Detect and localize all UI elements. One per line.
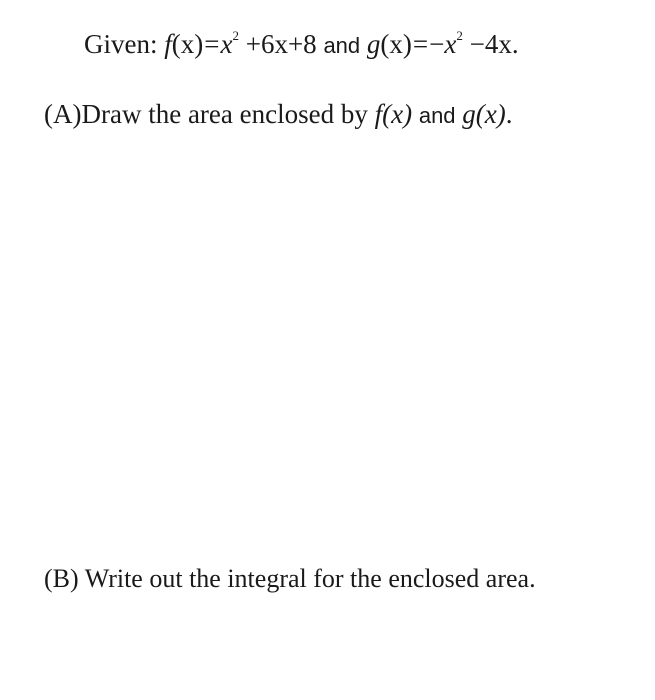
g-minus-sign: − [429,29,445,59]
part-a-f-reference: f(x) [374,99,413,129]
part-a-label: (A) [44,99,82,129]
part-a-g-reference: g(x) [462,99,506,129]
g-term-exponent: 2 [456,28,463,43]
f-equals: = [204,29,220,59]
g-name: g [366,29,381,59]
given-label: Given: [84,29,158,59]
part-a-connector: and [418,103,456,128]
part-a-text: Draw the area enclosed by [81,99,368,129]
g-remaining-terms: −4x [469,29,512,59]
given-period: . [511,29,519,59]
part-a-period: . [505,99,513,129]
part-b-label: (B) [44,564,79,593]
part-b-text: Write out the integral for the enclosed area. [84,564,536,593]
g-equals: = [412,29,429,59]
g-term-base: x [444,29,457,59]
f-term-base: x [220,29,233,59]
f-name: f [164,29,172,59]
given-connector: and [323,33,361,58]
g-argument: (x) [380,29,412,59]
f-term-exponent: 2 [232,28,239,43]
given-statement [84,28,519,62]
g-definition [367,29,512,59]
f-remaining-terms: +6x+8 [245,29,317,59]
f-argument: (x) [171,29,204,59]
part-b-prompt [44,563,536,595]
f-definition [164,29,316,59]
answer-space-a[interactable] [44,145,610,545]
part-a-prompt [44,98,513,132]
